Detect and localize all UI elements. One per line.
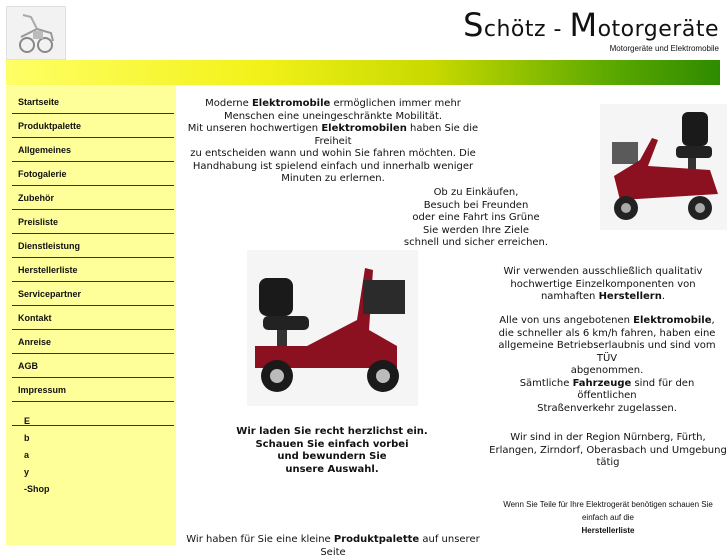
shopping-text: Ob zu Einkäufen, Besuch bei Freunden oder eine Fahrt ins Grüne Sie werden Ihre Ziele schnell und sicher erreichen. — [403, 187, 549, 248]
parts-text: Wenn Sie Teile für Ihre Elektrogerät benötigen schauen Sie einfach auf die Herstellerliste — [490, 498, 726, 537]
intro-text: Moderne Elektromobile ermöglichen immer mehr Menschen eine uneingeschränkte Mobilität. Mit unseren hochwertigen Elektromobilen haben Sie die Freiheit zu entscheiden wann und wohin Sie fahren möchten. Die Handhabung ist spielend einfach und innerhalb weniger Minuten zu erlernen. — [187, 98, 479, 184]
nav-item-preisliste[interactable]: Preisliste — [12, 210, 174, 234]
header-gradient-bar — [6, 60, 720, 85]
nav-item-allgemeines[interactable]: Allgemeines — [12, 138, 174, 162]
main-nav — [12, 90, 174, 494]
nav-item-herstellerliste[interactable]: Herstellerliste — [12, 258, 174, 282]
bottom-text: Wir haben für Sie eine kleine Produktpalette auf unserer Seite — [186, 534, 480, 558]
nav-item-dienstleistung[interactable]: Dienstleistung — [12, 234, 174, 258]
scooter-photo-2 — [247, 250, 418, 406]
nav-item-zubehoer[interactable]: Zubehör — [12, 186, 174, 210]
nav-item-agb[interactable]: AGB — [12, 354, 174, 378]
brand-header — [463, 6, 719, 53]
nav-item-startseite[interactable]: Startseite — [12, 90, 174, 114]
logo[interactable] — [6, 6, 66, 60]
nav-item-kontakt[interactable]: Kontakt — [12, 306, 174, 330]
herstellerliste-link[interactable]: Herstellerliste — [581, 526, 635, 535]
tiller-logo-icon — [7, 7, 65, 59]
site-title: Schötz - Motorgeräte — [463, 6, 719, 44]
mobility-scooter-icon — [600, 104, 727, 230]
nav-item-fotogalerie[interactable]: Fotogalerie — [12, 162, 174, 186]
nav-item-ebay-shop[interactable]: E b a y -Shop — [12, 402, 174, 426]
produktpalette-link[interactable]: Produktpalette — [333, 534, 420, 545]
nav-item-servicepartner[interactable]: Servicepartner — [12, 282, 174, 306]
nav-item-impressum[interactable]: Impressum — [12, 378, 174, 402]
nav-item-anreise[interactable]: Anreise — [12, 330, 174, 354]
license-text: Alle von uns angebotenen Elektromobile, die schneller als 6 km/h fahren, haben eine allgemeine Betriebserlaubnis und sind vom TÜV abgenommen. Sämtliche Fahrzeuge sind für den öffentlichen Straßenverkehr zugelassen. — [498, 315, 716, 414]
site-subtitle: Motorgeräte und Elektromobile — [609, 44, 719, 53]
scooter-photo-1 — [600, 104, 727, 230]
region-text: Wir sind in der Region Nürnberg, Fürth, Erlangen, Zirndorf, Oberasbach und Umgebung tätig — [489, 432, 727, 468]
mobility-scooter-icon — [247, 250, 418, 406]
quality-text: Wir verwenden ausschließlich qualitativ hochwertige Einzelkomponenten von namhaften Herstellern. — [503, 266, 703, 302]
welcome-text: Wir laden Sie recht herzlichst ein. Schauen Sie einfach vorbei und bewundern Sie unsere Auswahl. — [236, 426, 428, 475]
nav-item-produktpalette[interactable]: Produktpalette — [12, 114, 174, 138]
